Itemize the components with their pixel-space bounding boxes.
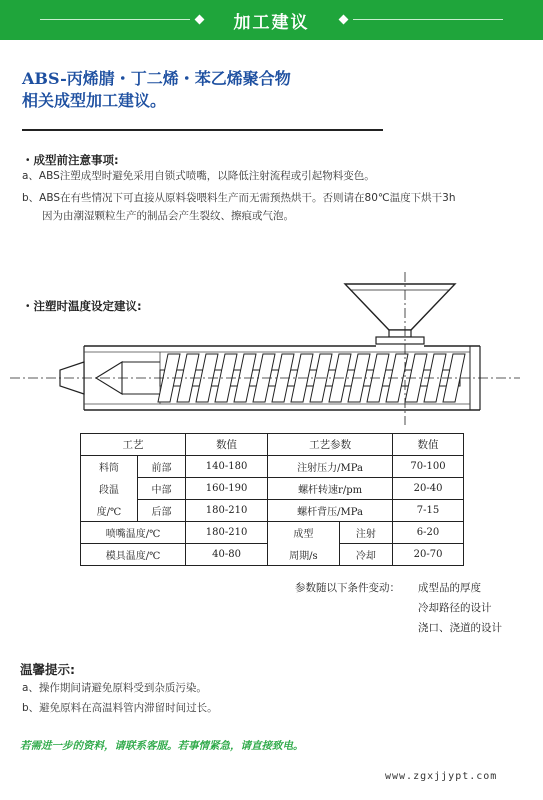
heading-line-2: 相关成型加工建议。 (22, 91, 167, 110)
table-header-row (81, 434, 464, 456)
table-header: 工艺 (81, 434, 186, 456)
param-label: 螺杆转速r/pm (268, 478, 393, 500)
table-row (81, 478, 464, 500)
mold-temp-value: 40-80 (186, 544, 268, 566)
table-header: 数值 (186, 434, 268, 456)
table-row (81, 500, 464, 522)
conditions-lead: 参数随以下条件变动： (295, 582, 400, 594)
banner-right-line (353, 19, 503, 20)
barrel-label: 料筒 (81, 456, 138, 478)
nozzle-temp-label: 喷嘴温度/℃ (81, 522, 186, 544)
heading-line-1: ABS-丙烯腈・丁二烯・苯乙烯聚合物 (22, 69, 291, 88)
section-title-temperature: ・注塑时温度设定建议: (22, 299, 142, 313)
watermark: www.zgxjjypt.com (385, 771, 498, 782)
param-label: 注射压力/MPa (268, 456, 393, 478)
condition-item: 冷却路径的设计 (418, 602, 492, 614)
param-value: 7-15 (393, 500, 464, 522)
zone-label: 后部 (137, 500, 185, 522)
page-heading (22, 68, 291, 112)
param-label: 螺杆背压/MPa (268, 500, 393, 522)
inject-label: 注射 (339, 522, 392, 544)
header-banner (0, 0, 543, 40)
section-title-pre-molding: ・成型前注意事项: (22, 153, 119, 167)
table-row (81, 522, 464, 544)
cycle-label: 成型 (268, 522, 340, 544)
barrel-label: 度/℃ (81, 500, 138, 522)
zone-value: 140-180 (186, 456, 268, 478)
inject-value: 6-20 (393, 522, 464, 544)
zone-label: 前部 (137, 456, 185, 478)
zone-label: 中部 (137, 478, 185, 500)
tips-title: 温馨提示: (20, 662, 75, 677)
tip-item-a: a、操作期间请避免原料受到杂质污染。 (22, 682, 207, 694)
process-parameter-table (80, 433, 464, 566)
table-row (81, 456, 464, 478)
tip-item-b: b、避免原料在高温料管内滞留时间过长。 (22, 702, 218, 714)
zone-value: 180-210 (186, 500, 268, 522)
zone-value: 160-190 (186, 478, 268, 500)
condition-item: 浇口、浇道的设计 (418, 622, 502, 634)
contact-note: 若需进一步的资料，请联系客服。若事情紧急，请直接致电。 (20, 740, 304, 752)
heading-divider (22, 129, 383, 131)
condition-item: 成型品的厚度 (418, 582, 481, 594)
cycle-label: 周期/s (268, 544, 340, 566)
injection-screw-diagram (0, 270, 543, 430)
nozzle-temp-value: 180-210 (186, 522, 268, 544)
pre-molding-item-a: a、ABS注塑成型时避免采用自锁式喷嘴，以降低注射流程或引起物料变色。 (22, 170, 375, 182)
table-row (81, 544, 464, 566)
param-value: 70-100 (393, 456, 464, 478)
cool-value: 20-70 (393, 544, 464, 566)
pre-molding-item-b-cont: 因为由潮湿颗粒生产的制品会产生裂纹、擦痕或气泡。 (42, 210, 294, 222)
banner-title: 加工建议 (233, 13, 310, 33)
hopper-icon (345, 284, 455, 344)
barrel-label: 段温 (81, 478, 138, 500)
param-value: 20-40 (393, 478, 464, 500)
table-header: 工艺参数 (268, 434, 393, 456)
pre-molding-item-b: b、ABS在有些情况下可直接从原料袋喂料生产而无需预热烘干。否则请在80℃温度下烘干3h (22, 192, 456, 204)
mold-temp-label: 模具温度/℃ (81, 544, 186, 566)
table-header: 数值 (393, 434, 464, 456)
cool-label: 冷却 (339, 544, 392, 566)
